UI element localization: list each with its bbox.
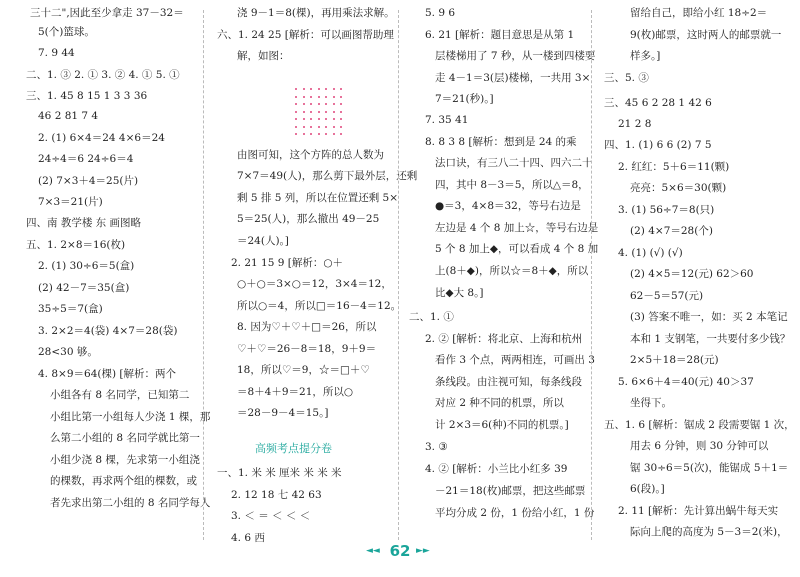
answer-line: 8. 因为♡＋♡＋□＝26，所以 [237,321,377,333]
answer-line: 7. 9 44 [38,47,75,59]
answer-line: 62－5＝57(元) [630,290,704,302]
grid-dot [340,103,342,105]
prev-arrow-icon: ◄◄ [366,546,380,556]
divider [398,10,400,540]
answer-line: 3. ＜ ＝ ＜ ＜ ＜ [231,510,311,522]
section-heading: 高频考点提分卷 [255,442,332,455]
grid-dot [333,118,335,120]
grid-dot [318,103,320,105]
grid-dot [333,133,335,135]
answer-line: 4. 8×9＝64(棵) [解析：两个 [38,368,177,380]
answer-line: 8. 8 3 8 [解析：想到是 24 的乘 [425,136,577,148]
grid-dot [325,111,327,113]
answer-line: (3) 答案不唯一，如：买 2 本笔记 [630,311,788,323]
answer-line: 亮亮：5×6＝30(颗) [630,182,727,194]
answer-line: 7×7＝49(人)，那么剪下最外层，还剩 [237,170,418,182]
answer-line: (2) 42－7＝35(盒) [38,282,130,294]
grid-dot [310,133,312,135]
grid-dot [325,118,327,120]
answer-line: 7＝21(秒)。] [435,93,494,105]
answer-line: －21＝18(枚)邮票，把这些邮票 [435,485,586,497]
answer-line: 2×5＋18＝28(元) [630,354,719,366]
answer-line: 24÷4＝6 24÷6＝4 [38,153,134,165]
answer-line: 剩 5 排 5 列，所以在位置还剩 5× [237,192,399,204]
grid-dot [340,111,342,113]
answer-line: 9(枚)邮票，这时两人的邮票就一 [630,29,782,41]
answer-line: 坐得下。 [630,397,672,409]
answer-line: 2. 11 [解析：先计算出蜗牛每天实 [618,505,779,517]
answer-line: 五、1. 6 [解析：锯成 2 段需要锯 1 次， [604,419,795,431]
answer-line: 本和 1 支钢笔，一共要付多少钱？ [630,333,791,345]
answer-line: (2) 4×5＝12(元) 62＞60 [630,268,754,280]
answer-line: 一、1. 米 米 厘米 米 米 米 [217,467,342,479]
answer-line: ＝24(人)。] [237,235,289,247]
grid-dot [325,103,327,105]
grid-dot [303,96,305,98]
answer-line: 由图可知，这个方阵的总人数为 [237,149,384,161]
grid-dot [303,118,305,120]
answer-line: 5 个 8 加上◆，可以看成 4 个 8 加 [435,243,599,255]
answer-line: 四、1. (1) 6 6 (2) 7 5 [604,139,712,151]
answer-line: 7×3＝21(片) [38,196,103,208]
grid-dot [340,96,342,98]
answer-line: 平均分成 2 份，1 份给小红，1 份 [435,507,595,519]
grid-dot [340,88,342,90]
grid-dot [325,126,327,128]
answer-line: 小组少浇 8 棵，先求第一小组浇 [50,454,200,466]
answer-line: 四，其中 8－3＝5，所以△＝8， [435,179,589,191]
grid-dot [333,88,335,90]
grid-dot [295,96,297,98]
answer-line: ○＋○＝3×○＝12，3×4＝12， [237,278,392,290]
answer-line: 者先求出第二小组的 8 名同学每人 [50,497,211,509]
answer-line: 二、1. ③ 2. ① 3. ② 4. ① 5. ① [26,69,180,81]
answer-line: 计 2×3＝6(种)不同的机票。] [435,419,569,431]
answer-line: 5. 9 6 [425,7,456,19]
answer-line: 二、1. ① [409,311,454,323]
answer-line: 7. 35 41 [425,114,469,126]
grid-dot [295,118,297,120]
grid-dot [325,96,327,98]
grid-dot [333,126,335,128]
grid-dot [333,111,335,113]
answer-line: 左边是 4 个 8 加上☆，等号右边是 [435,222,599,234]
answer-line: 锯 30÷6＝5(次)，能锯成 5＋1＝ [630,462,789,474]
next-arrow-icon: ►► [416,546,430,556]
answer-line: ＝8＋4＋9＝21，所以○ [237,386,354,398]
answer-line: 所以○＝4，所以□＝16－4＝12。 [237,300,402,312]
answer-line: 2. (1) 30÷6＝5(盒) [38,260,135,272]
grid-dot [310,88,312,90]
answer-line: 小组比第一小组每人少浇 1 棵，那 [50,411,211,423]
answer-line: 浇 9－1＝8(棵)，再用乘法求解。 [237,7,395,19]
grid-dot [295,126,297,128]
divider [203,10,205,540]
answer-line: ♡＋♡＝26－8＝18，9＋9＝ [237,343,377,355]
grid-dot [295,133,297,135]
answer-line: 看作 3 个点，两两相连，可画出 3 [435,354,595,366]
answer-line: 4. 6 西 [231,532,265,544]
answer-line: 6. 21 [解析：题目意思是从第 1 [425,29,575,41]
grid-dot [318,133,320,135]
answer-line: 留给自己，即给小红 18÷2＝ [630,7,768,19]
answer-line: 5(个)篮球。 [38,26,95,38]
answer-line: 法口诀，有三八二十四、四六二十 [435,157,593,169]
answer-line: 际向上爬的高度为 5－3＝2(米)， [630,526,788,538]
grid-dot [303,88,305,90]
answer-line: 28<30 够。 [38,346,98,358]
answer-line: 2. 12 18 七 42 63 [231,489,322,501]
answer-line: 46 2 81 7 4 [38,110,99,122]
answer-line: (2) 7×3＋4＝25(片) [38,175,139,187]
grid-dot [303,111,305,113]
column-2 [213,0,418,545]
answer-line: 21 2 8 [618,118,652,130]
grid-dot [340,126,342,128]
dot-grid-figure [295,88,347,140]
answer-line: 2. (1) 6×4＝24 4×6＝24 [38,132,165,144]
answer-line: 样多。] [630,50,661,62]
column-3 [405,0,599,545]
answer-line: 条线段。由注视可知，每条线段 [435,376,582,388]
answer-line: 3. ③ [425,441,448,453]
answer-line: 对应 2 种不同的机票，所以 [435,397,564,409]
grid-dot [303,126,305,128]
grid-dot [325,133,327,135]
answer-line: ＝28－9－4＝15。] [237,407,329,419]
grid-dot [318,111,320,113]
answer-line: 4. (1) (√) (√) [618,247,683,259]
answer-line: 3. 2×2＝4(袋) 4×7＝28(袋) [38,325,178,337]
grid-dot [310,118,312,120]
answer-line: 2. ② [解析：将北京、上海和杭州 [425,333,583,345]
column-4 [600,0,795,545]
answer-line: ●＝3，4×8＝32，等号右边是 [435,200,581,212]
grid-dot [295,111,297,113]
grid-dot [303,103,305,105]
grid-dot [340,133,342,135]
answer-line: 四、南 教学楼 东 画图略 [26,217,142,229]
answer-line: 2. 21 15 9 [解析：○＋ [231,257,344,269]
grid-dot [310,96,312,98]
answer-line: 18，所以♡＝9，☆＝□＋♡ [237,364,370,376]
answer-line: 层楼梯用了 7 秒，从一楼到四楼要 [435,50,596,62]
page-number: 62 [389,542,411,560]
grid-dot [318,96,320,98]
answer-line: 走 4－1＝3(层)楼梯，一共用 3× [435,72,591,84]
grid-dot [318,126,320,128]
grid-dot [318,88,320,90]
answer-line: 35÷5＝7(盒) [38,303,103,315]
answer-line: 小组各有 8 名同学，已知第二 [50,389,190,401]
answer-line: 五、1. 2×8＝16(枚) [26,239,126,251]
divider [591,10,593,540]
answer-line: 三、45 6 2 28 1 42 6 [604,97,712,109]
grid-dot [303,133,305,135]
answer-line: 么第二小组的 8 名同学就比第一 [50,432,200,444]
answer-line: 6(段)。] [630,483,665,495]
grid-dot [310,103,312,105]
answer-line: 的棵数，再求两个组的棵数，或 [50,475,197,487]
answer-line: 3. (1) 56÷7＝8(只) [618,204,715,216]
grid-dot [318,118,320,120]
grid-dot [295,88,297,90]
answer-line: 六、1. 24 25 [解析：可以画图帮助理 [217,29,394,41]
grid-dot [325,88,327,90]
answer-line: 用去 6 分钟，则 30 分钟可以 [630,440,769,452]
grid-dot [310,126,312,128]
answer-line: 三、5. ③ [604,72,649,84]
answer-line: 4. ② [解析：小兰比小红多 39 [425,463,568,475]
grid-dot [333,103,335,105]
answer-line: 三、1. 45 8 15 1 3 3 36 [26,90,148,102]
answer-line: 2. 红红：5＋6＝11(颗) [618,161,730,173]
grid-dot [310,111,312,113]
answer-line: 5＝25(人)，那么撤出 49－25 [237,213,380,225]
grid-dot [340,118,342,120]
answer-line: 比◆大 8。] [435,287,484,299]
answer-line: 三十二",因此至少拿走 37－32＝ [30,7,184,19]
grid-dot [333,96,335,98]
answer-line: (2) 4×7＝28(个) [630,225,713,237]
answer-line: 5. 6×6＋4＝40(元) 40＞37 [618,376,754,388]
answer-line: 上(8＋◆)，所以☆＝8＋◆，所以 [435,265,589,277]
answer-line: 解，如图： [237,50,290,62]
column-1 [26,0,211,545]
grid-dot [295,103,297,105]
